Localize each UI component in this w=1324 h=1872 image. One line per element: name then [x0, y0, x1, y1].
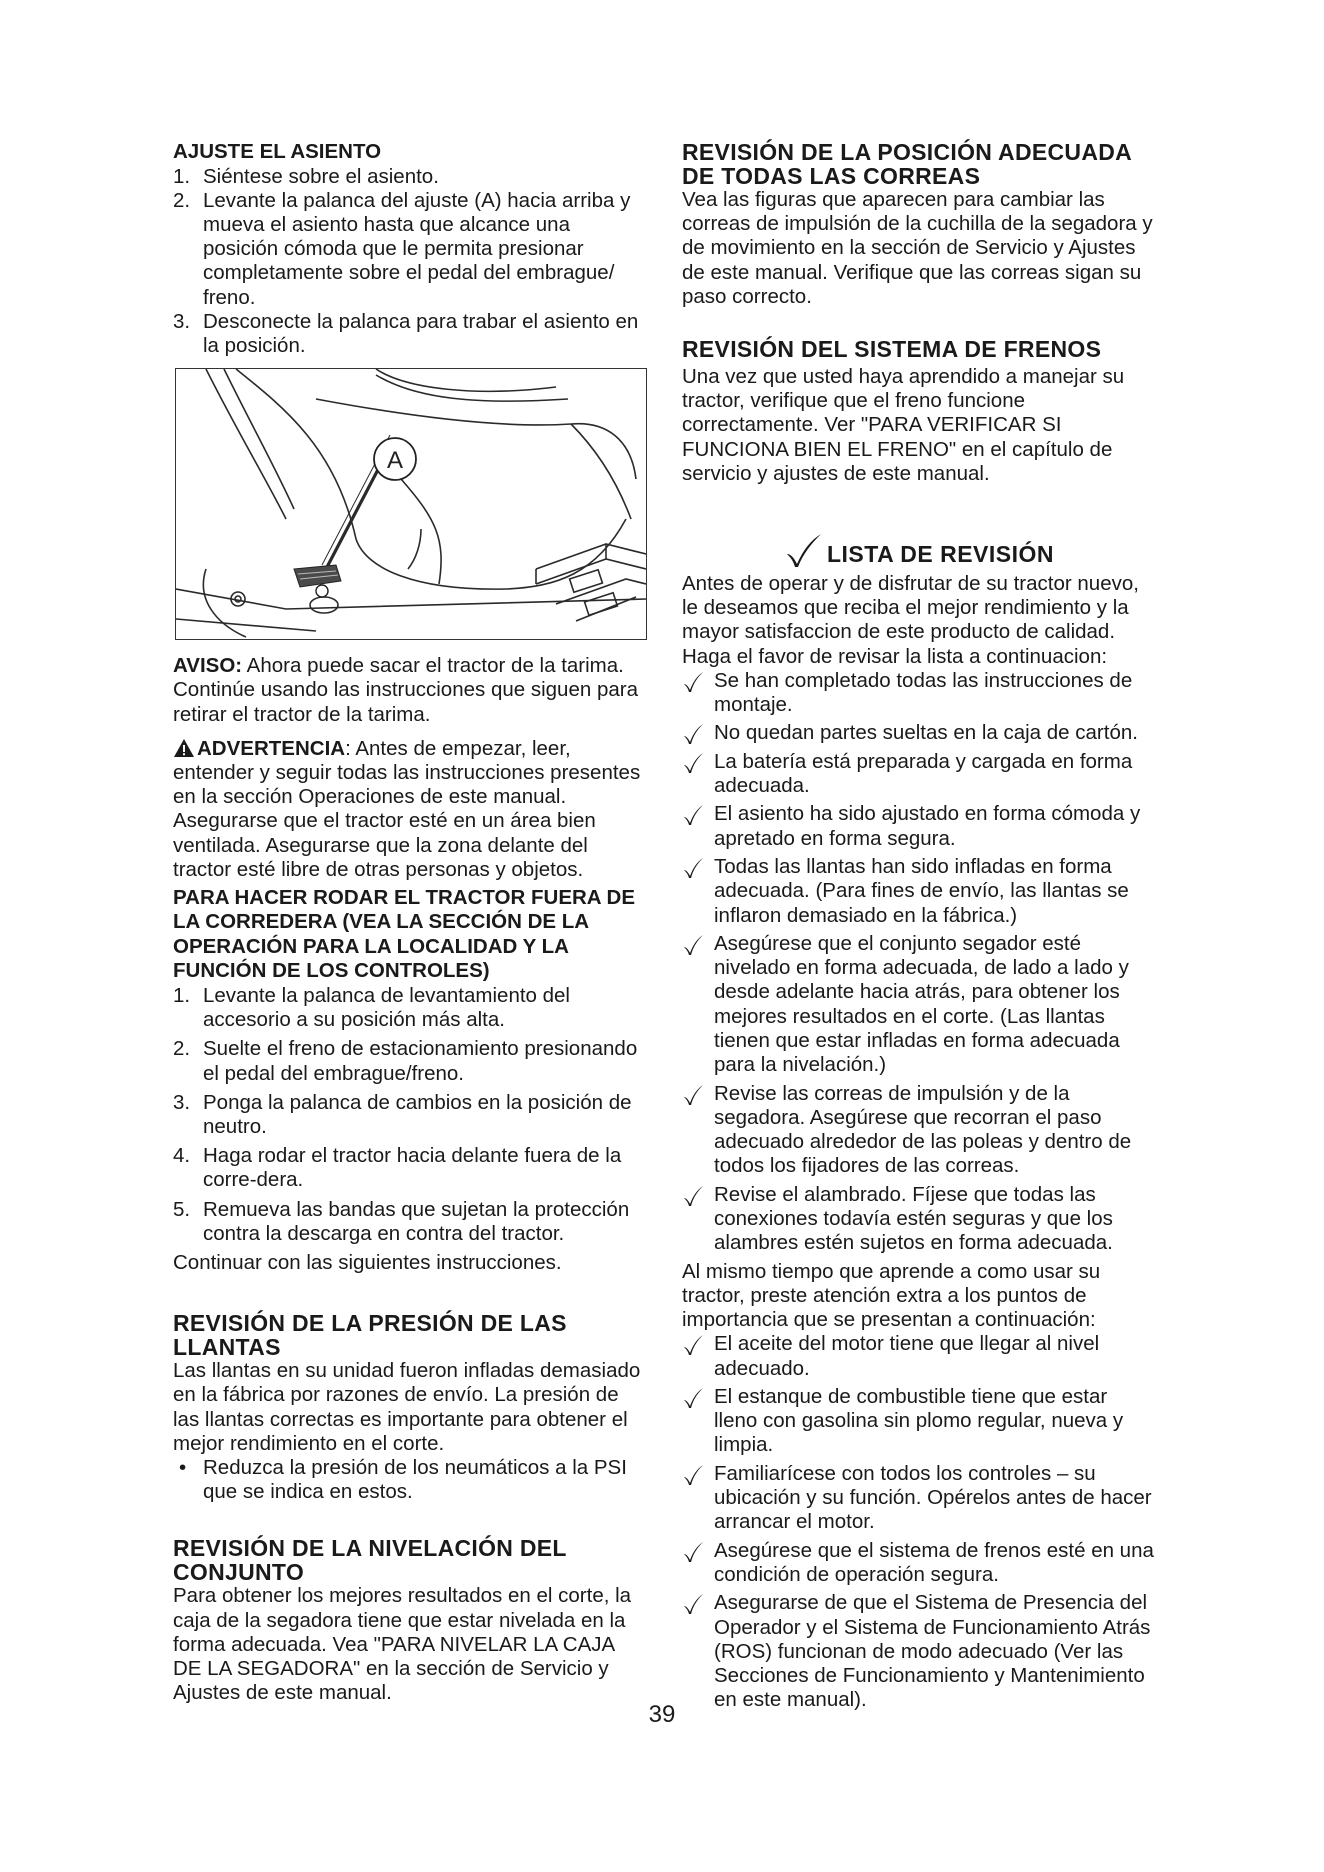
section-title-hacer-rodar: PARA HACER RODAR EL TRACTOR FUERA DE LA CORREDERA (VEA LA SECCIÓN DE LA OPERACIÓN PARA LA LOCALIDAD Y LA FUNCIÓN DE LOS CONTROLES): [173, 885, 636, 983]
list-item: Se han completado todas las instrucciones de montaje.: [682, 669, 1155, 718]
checkmark-icon: [783, 532, 823, 568]
list-item: 3. Desconecte la palanca para trabar el asiento en la posición.: [173, 309, 639, 357]
checkmark-icon: [682, 804, 704, 826]
frenos-paragraph: Una vez que usted haya aprendido a manejar su tractor, verifique que el freno funcione correctamente. Ver "PARA VERIFICAR SI FUNCIONA BIEN EL FRENO" en el capítulo de servicio y ajustes de este manual.: [682, 365, 1125, 485]
checkmark-icon: [682, 1084, 704, 1106]
section-title-frenos: REVISIÓN DEL SISTEMA DE FRENOS: [682, 336, 1102, 363]
list-item: Asegúrese que el sistema de frenos esté en una condición de operación segura.: [682, 1539, 1155, 1588]
list-item: Asegurarse de que el Sistema de Presencia del Operador y el Sistema de Funcionamiento Atrás (ROS) funcionan de modo adecuado (Ver las Secciones de Funcionamiento y Mantenimiento en este manual).: [682, 1591, 1155, 1712]
presion-paragraph: Las llantas en su unidad fueron infladas demasiado en la fábrica por razones de envío. La presión de las llantas correctas es importante para obtener el mejor rendimiento en el corte.: [173, 1359, 641, 1455]
correas-paragraph: Vea las figuras que aparecen para cambiar las correas de impulsión de la cuchilla de la segadora y de movimiento en la sección de Servicio y Ajustes de este manual. Verifique que las correas sigan su paso correcto.: [682, 188, 1153, 308]
list-item: No quedan partes sueltas en la caja de cartón.: [682, 721, 1155, 745]
list-item: 3. Ponga la palanca de cambios en la posición de neutro.: [173, 1090, 632, 1138]
list-item: El estanque de combustible tiene que estar lleno con gasolina sin plomo regular, nueva y limpia.: [682, 1385, 1155, 1458]
checkmark-icon: [682, 857, 704, 879]
list-item: Revise el alambrado. Fíjese que todas las conexiones todavía estén seguras y que los alambres estén sujetos en forma adecuada.: [682, 1183, 1155, 1256]
section-title-lista-revision: LISTA DE REVISIÓN: [682, 532, 1155, 568]
presion-bullets: [173, 1456, 645, 1504]
page-number: 39: [648, 1701, 676, 1728]
ajuste-asiento-steps: [173, 165, 645, 359]
list-item: Todas las llantas han sido infladas en forma adecuada. (Para fines de envío, las llantas se inflaron demasiado en la fábrica.): [682, 855, 1155, 928]
list-item: 4. Haga rodar el tractor hacia delante fuera de la corre-dera.: [173, 1144, 622, 1192]
list-item: • Reduzca la presión de los neumáticos a la PSI que se indica en estos.: [179, 1456, 627, 1504]
list-item: 2. Levante la palanca del ajuste (A) hacia arriba y mueva el asiento hasta que alcance una posición cómoda que le permita presionar completamente sobre el pedal del embrague/ freno.: [173, 188, 631, 309]
checkmark-icon: [682, 752, 704, 774]
list-item: 2. Suelte el freno de estacionamiento presionando el pedal del embrague/freno.: [173, 1037, 638, 1085]
checkmark-icon: [682, 723, 704, 745]
checkmark-icon: [682, 1593, 704, 1615]
list-item: 5. Remueva las bandas que sujetan la protección contra la descarga en contra del tractor.: [173, 1197, 630, 1245]
list-item: La batería está preparada y cargada en forma adecuada.: [682, 750, 1155, 799]
section-title-nivelacion-conjunto: REVISIÓN DE LA NIVELACIÓN DEL CONJUNTO: [173, 1535, 567, 1586]
section-title-correas: REVISIÓN DE LA POSICIÓN ADECUADA DE TODAS LAS CORREAS: [682, 139, 1132, 189]
continuar-paragraph: Continuar con las siguientes instrucciones.: [173, 1250, 562, 1274]
list-item: Asegúrese que el conjunto segador esté nivelado en forma adecuada, de lado a lado y desde adelante hacia atrás, para obtener los mejores resultados en el corte. (Las llantas tienen que estar infladas en forma adecuada para la nivelación.): [682, 932, 1155, 1078]
list-item: 1. Siéntese sobre el asiento.: [173, 164, 439, 188]
list-item: Revise las correas de impulsión y de la segadora. Asegúrese que recorran el paso adecuado alrededor de las poleas y dentro de todos los fijadores de las correas.: [682, 1082, 1155, 1179]
checkmark-icon: [682, 671, 704, 693]
list-item: El asiento ha sido ajustado en forma cómoda y apretado en forma segura.: [682, 802, 1155, 851]
hacer-rodar-steps: [173, 984, 645, 1246]
checkmark-icon: [682, 1387, 704, 1409]
list-item: 1. Levante la palanca de levantamiento del accesorio a su posición más alta.: [173, 983, 570, 1032]
lista-revision-checks: [682, 669, 1155, 1256]
section-title-presion-llantas: REVISIÓN DE LA PRESIÓN DE LAS LLANTAS: [173, 1310, 567, 1361]
aviso-paragraph: AVISO: Ahora puede sacar el tractor de la tarima. Continúe usando las instrucciones que siguen para retirar el tractor de la tarima.: [173, 654, 638, 726]
callout-label-a: A: [386, 447, 404, 475]
checkmark-icon: [682, 1541, 704, 1563]
checkmark-icon: [682, 1185, 704, 1207]
checkmark-icon: [682, 1334, 704, 1356]
list-item: Familiarícese con todos los controles – su ubicación y su función. Opérelos antes de hacer arrancar el motor.: [682, 1462, 1155, 1535]
right-column: [682, 140, 1155, 1717]
checkmark-icon: [682, 1464, 704, 1486]
lista-middle-paragraph: Al mismo tiempo que aprende a como usar su tractor, preste atención extra a los puntos de importancia que se presentan a continuación:: [682, 1259, 1101, 1332]
warning-icon: [173, 738, 195, 758]
advertencia-paragraph: ADVERTENCIA: Antes de empezar, leer, entender y seguir todas las instrucciones presentes en la sección Operaciones de este manual. Asegurarse que el tractor esté en un área bien ventilada. Asegurarse que la zona delante del tractor esté libre de otras personas y objetos.: [173, 736, 641, 881]
checkmark-icon: [682, 934, 704, 956]
lista-intro-paragraph: Antes de operar y de disfrutar de su tractor nuevo, le deseamos que reciba el mejor rendimiento y la mayor satisfaccion de este producto de calidad. Haga el favor de revisar la lista a continuacion:: [682, 572, 1139, 668]
left-column: [173, 140, 645, 1705]
list-item: El aceite del motor tiene que llegar al nivel adecuado.: [682, 1332, 1155, 1381]
lista-importancia-checks: [682, 1332, 1155, 1712]
bullet-icon: •: [179, 1456, 187, 1479]
seat-adjustment-figure: [175, 368, 647, 640]
section-title-ajuste-asiento: AJUSTE EL ASIENTO: [173, 140, 382, 163]
seat-illustration: [176, 369, 646, 639]
nivelacion-paragraph: Para obtener los mejores resultados en el corte, la caja de la segadora tiene que estar nivelada en la forma adecuada. Vea "PARA NIVELAR LA CAJA DE LA SEGADORA" en la sección de Servicio y Ajustes de este manual.: [173, 1584, 632, 1705]
